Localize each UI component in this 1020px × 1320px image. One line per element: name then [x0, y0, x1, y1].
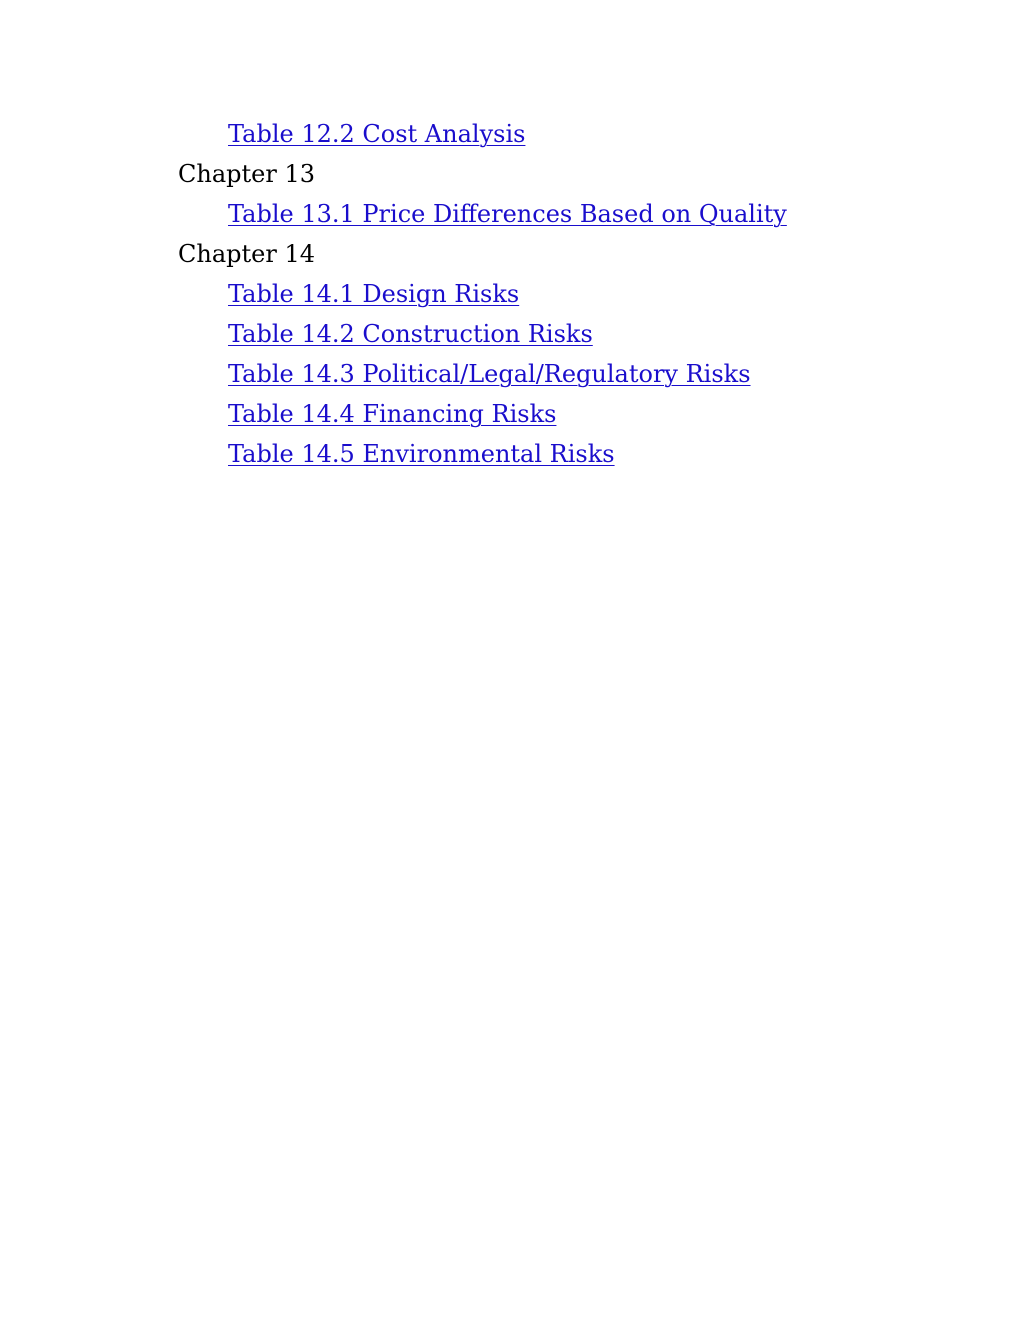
table-of-contents	[0, 114, 1020, 474]
toc-entry-table-12-2	[0, 114, 1020, 154]
table-14-2-link[interactable]: Table 14.2 Construction Risks	[228, 320, 593, 348]
toc-entry-table-14-5	[0, 434, 1020, 474]
toc-entry-table-14-3	[0, 354, 1020, 394]
chapter-13-heading: Chapter 13	[178, 160, 315, 188]
table-13-1-link[interactable]: Table 13.1 Price Differences Based on Quality	[228, 200, 787, 228]
chapter-14-heading: Chapter 14	[178, 240, 315, 268]
table-12-2-link[interactable]: Table 12.2 Cost Analysis	[228, 120, 526, 148]
toc-entry-table-14-2	[0, 314, 1020, 354]
toc-entry-table-13-1	[0, 194, 1020, 234]
table-14-5-link[interactable]: Table 14.5 Environmental Risks	[228, 440, 615, 468]
toc-entry-table-14-1	[0, 274, 1020, 314]
table-14-1-link[interactable]: Table 14.1 Design Risks	[228, 280, 520, 308]
toc-entry-table-14-4	[0, 394, 1020, 434]
table-14-4-link[interactable]: Table 14.4 Financing Risks	[228, 400, 557, 428]
table-14-3-link[interactable]: Table 14.3 Political/Legal/Regulatory Risks	[228, 360, 751, 388]
